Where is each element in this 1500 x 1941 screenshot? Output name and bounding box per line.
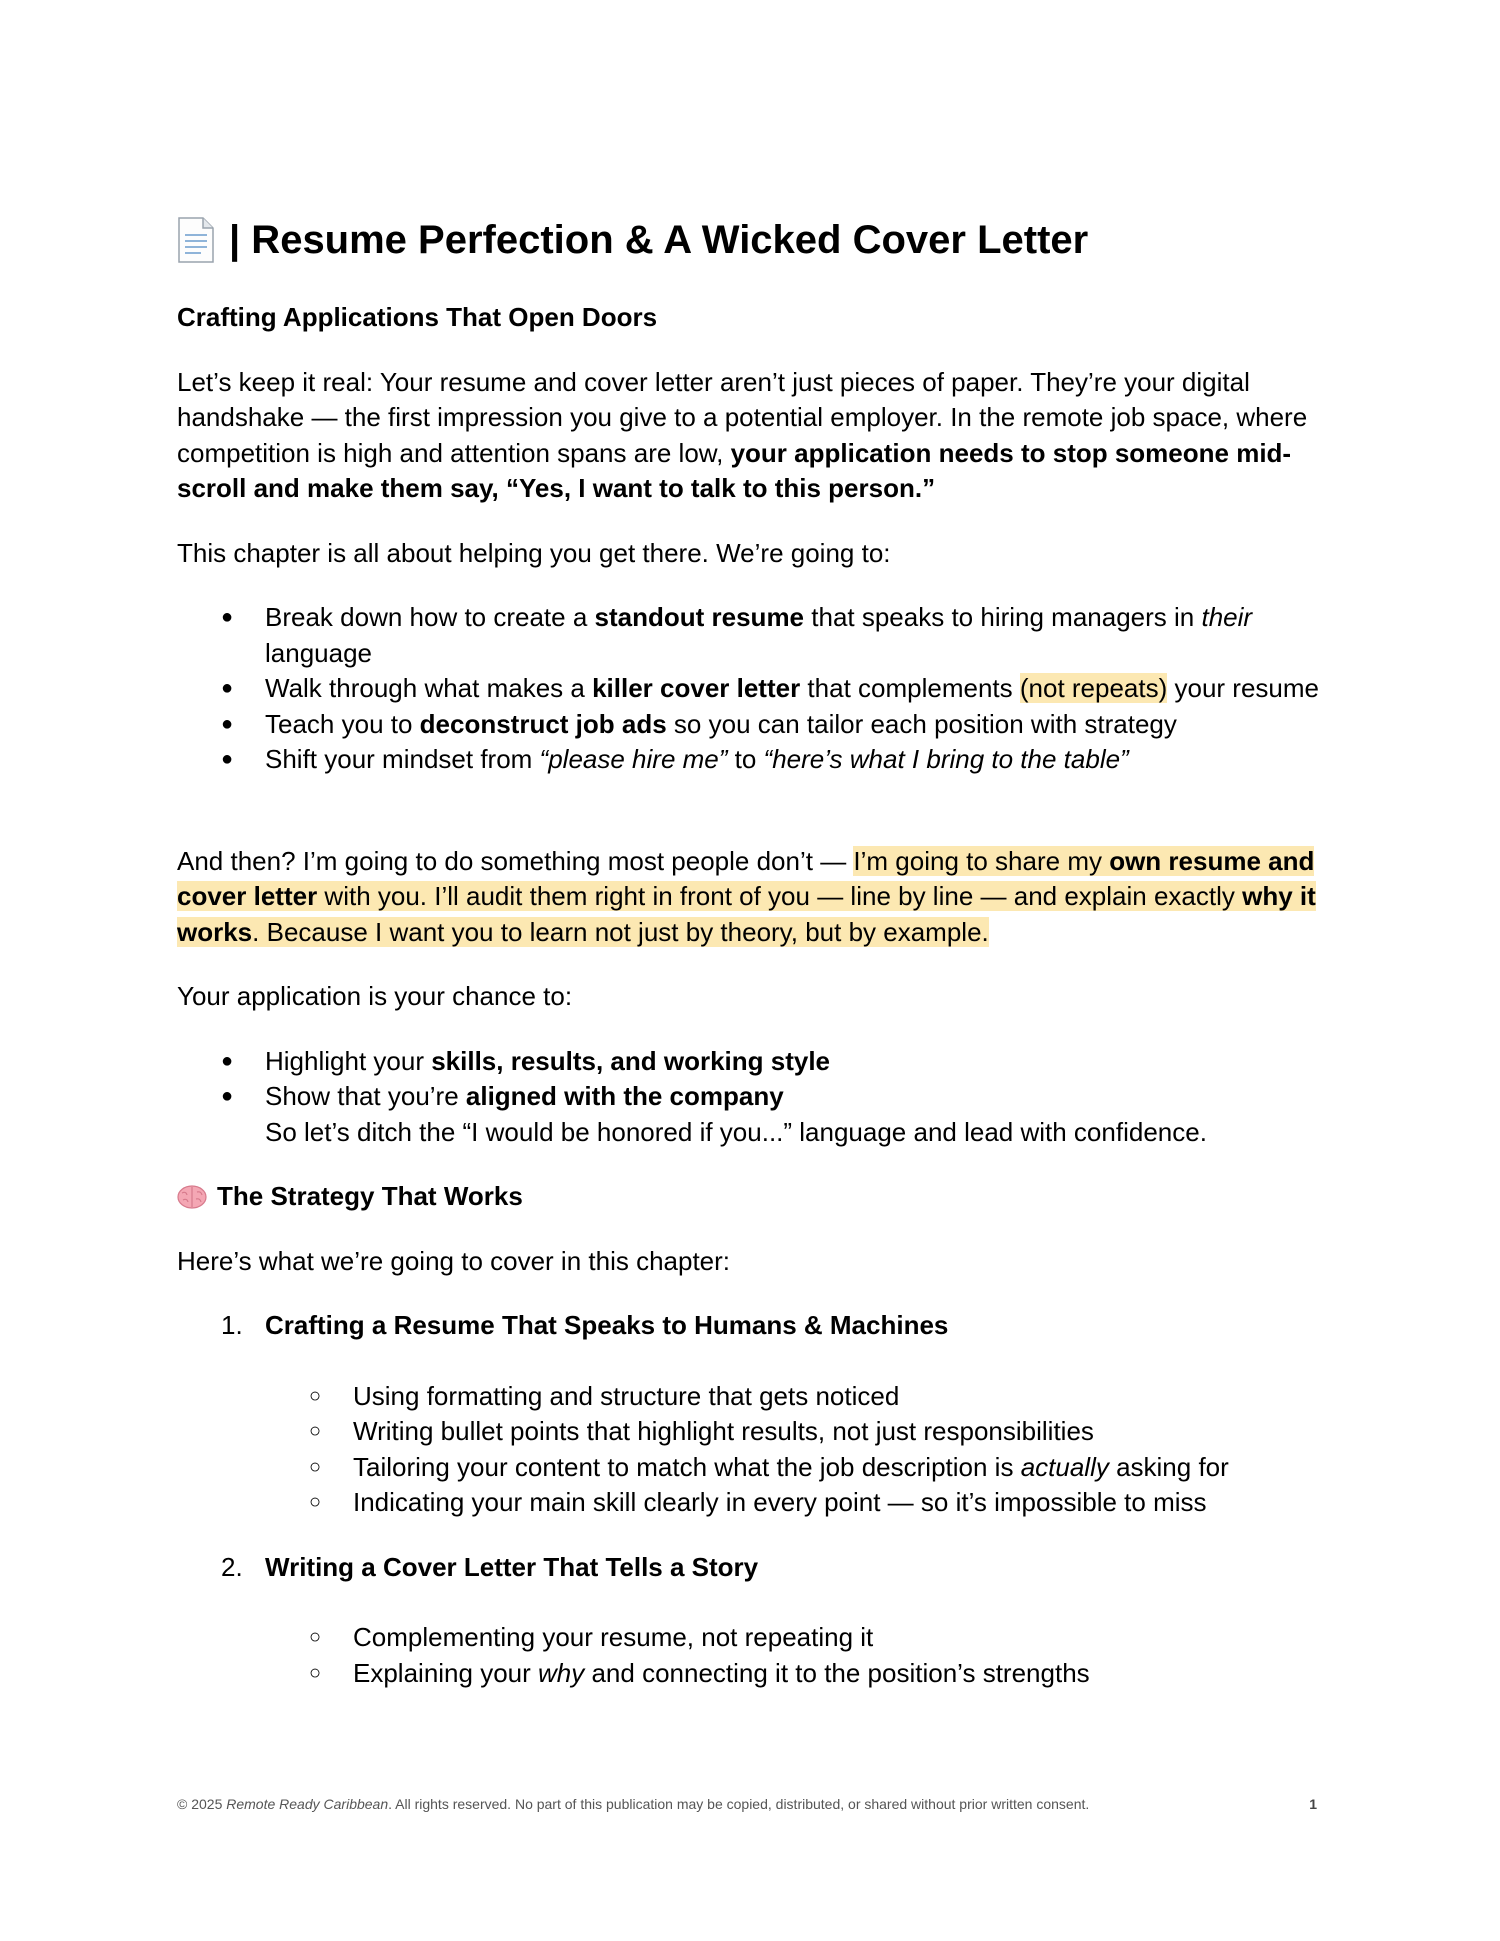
intro-paragraph [177,365,1327,507]
subtitle: Crafting Applications That Open Doors [177,302,658,332]
cover-intro: Here’s what we’re going to cover in this chapter: [177,1245,731,1276]
list-item: ● Break down how to create a standout resume that speaks to hiring managers in their language [177,600,1327,671]
list-item: ● Show that you’re aligned with the company So let’s ditch the “I would be honored if you...” language and lead with confidence. [177,1079,1327,1150]
chapter-goals-list [177,600,1327,778]
highlighted-text: I’m going to share my own resume and cover letter with you. I’ll audit them right in front of you — line by line — and explain exactly why it works. Because I want you to learn not just by theory, but by example. [177,845,1316,947]
outline-number: 1. [221,1310,243,1340]
outline-item [177,1308,1327,1521]
chance-list [177,1044,1327,1151]
copyright-notice: © 2025 Remote Ready Caribbean. All rights reserved. No part of this publication may be copied, distributed, or shared without prior written consent. [177,1796,1090,1812]
document-body [177,210,1327,1691]
intro-text: Let’s keep it real: Your resume and cover letter aren’t just pieces of paper. They’re your digital handshake — the first impression you give to a potential employer. In the remote job space, where competition is high and attention spans are low, [177,366,1308,468]
section-heading [177,1179,1327,1215]
list-item: ● Highlight your skills, results, and working style [177,1044,1327,1080]
sub-list-item: ○ Writing bullet points that highlight results, not just responsibilities [265,1414,1327,1450]
outline-title: Writing a Cover Letter That Tells a Story [265,1551,759,1582]
outline-title: Crafting a Resume That Speaks to Humans & Machines [265,1310,949,1340]
outline-item [177,1550,1327,1692]
section-heading-text: The Strategy That Works [217,1181,523,1211]
document-icon [177,217,215,263]
chapter-intro: This chapter is all about helping you get there. We’re going to: [177,537,891,568]
list-item: ● Walk through what makes a killer cover letter that complements (not repeats) your resume [177,671,1327,707]
sub-list-item: ○ Explaining your why and connecting it to the position’s strengths [265,1656,1327,1692]
sub-list-item: ○ Complementing your resume, not repeating it [265,1620,1327,1656]
chapter-outline [177,1308,1327,1691]
brain-icon [177,1184,207,1210]
sub-list-item: ○ Tailoring your content to match what the job description is actually asking for [265,1450,1327,1486]
intro-emphasis: your application needs to stop someone mid-scroll and make them say, “Yes, I want to talk to this person.” [177,437,1292,503]
page-number: 1 [1309,1796,1317,1812]
outline-sublist [265,1620,1327,1691]
sub-list-item: ○ Using formatting and structure that gets noticed [265,1379,1327,1415]
page-footer [177,1796,1317,1812]
highlighted-text: (not repeats) [1019,673,1168,703]
page-title [177,210,1327,270]
list-item-continuation: So let’s ditch the “I would be honored if you...” language and lead with confidence. [265,1116,1207,1147]
list-item: ● Shift your mindset from “please hire me” to “here’s what I bring to the table” [177,742,1327,778]
outline-sublist [265,1379,1327,1521]
page-title-text: | Resume Perfection & A Wicked Cover Letter [229,218,1089,262]
sub-list-item: ○ Indicating your main skill clearly in every point — so it’s impossible to miss [265,1485,1327,1521]
outline-number: 2. [221,1551,243,1582]
list-item: ● Teach you to deconstruct job ads so you can tailor each position with strategy [177,707,1327,743]
share-paragraph: And then? I’m going to do something most people don’t — I’m going to share my own resume and cover letter with you. I’ll audit them right in front of you — line by line — and explain exactly why it works. Because I want you to learn not just by theory, but by example. [177,845,1316,947]
chance-intro: Your application is your chance to: [177,981,573,1011]
